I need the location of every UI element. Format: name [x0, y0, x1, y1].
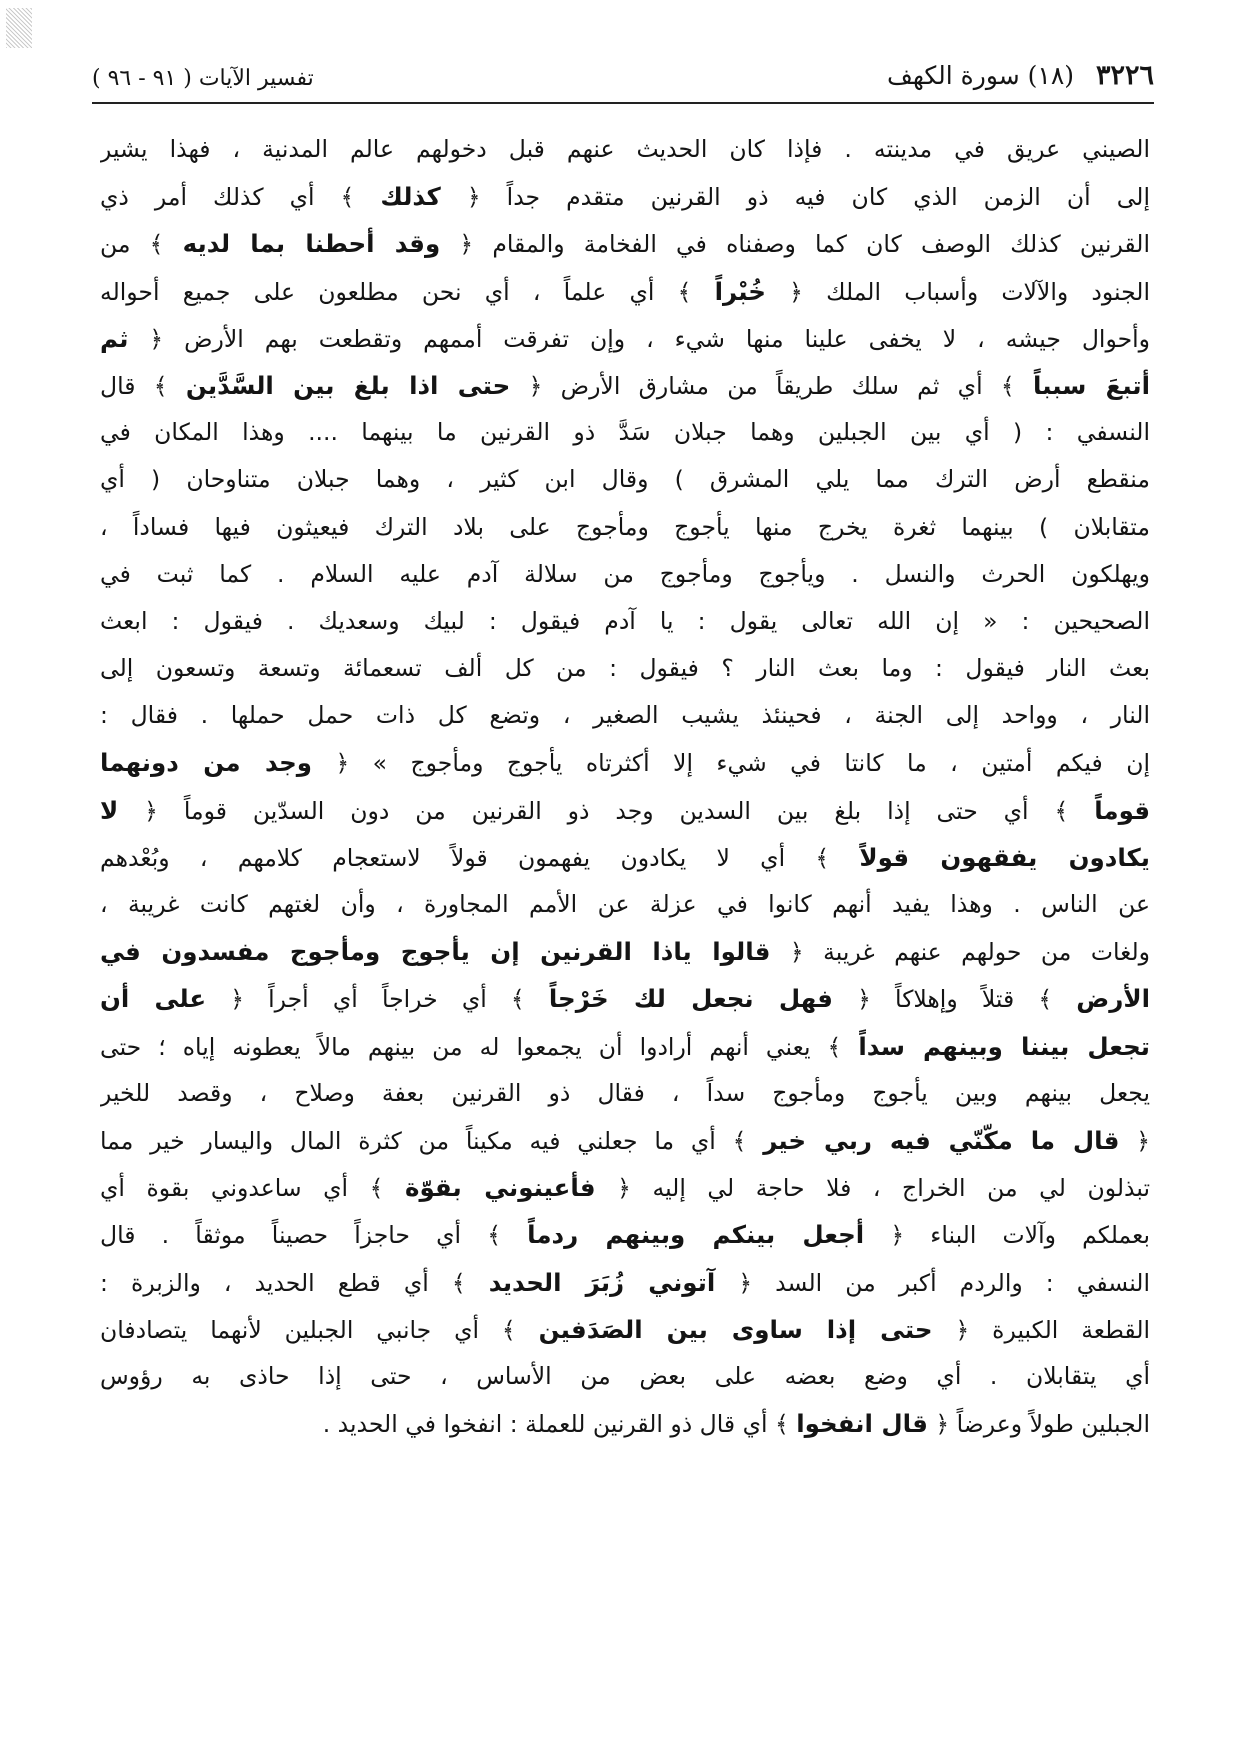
commentary-text: إلى أن الزمن الذي كان فيه ذو القرنين متقدم جداً ﴿	[440, 183, 1150, 212]
text-line	[100, 1117, 1150, 1164]
quran-verse-text: على أن	[100, 984, 207, 1014]
quran-verse-text: يكادون يفقهون قولاً	[859, 842, 1150, 872]
section-title: تفسير الآيات ( ٩١ - ٩٦ )	[92, 66, 314, 91]
header-page-info	[887, 60, 1154, 91]
quran-verse-text: تجعل بيننا وبينهم سداً	[858, 1031, 1150, 1061]
commentary-text: ﴾ أي علماً ، أي نحن مطلعون على جميع أحواله	[100, 277, 715, 306]
commentary-text: النار ، وواحد إلى الجنة ، فحينئذ يشيب الصغير ، وتضع كل ذات حمل حملها . فقال :	[100, 701, 1150, 730]
quran-verse-text: آتوني زُبَرَ الحديد	[488, 1267, 716, 1297]
text-line	[100, 362, 1150, 409]
commentary-text: ﴾ قال	[100, 371, 186, 400]
quran-verse-text: قوماً	[1094, 795, 1150, 825]
commentary-text: ﴾ أي قطع الحديد ، والزبرة :	[100, 1268, 489, 1297]
commentary-text: ﴾ أي ساعدوني بقوة أي	[100, 1174, 405, 1203]
quran-verse-text: ثم	[100, 323, 129, 353]
commentary-text: منقطع أرض الترك مما يلي المشرق ) وقال ابن كثير ، وهما جبلان متناوحان ( أي	[100, 465, 1150, 494]
quran-verse-text: فهل نجعل لك خَرْجاً	[548, 984, 833, 1014]
commentary-text: ﴾ أي حتى إذا بلغ بين السدين وجد ذو القرنين من دون السدّين قوماً ﴿	[118, 796, 1095, 825]
commentary-text: ﴾ أي حاجزاً حصيناً موثقاً . قال	[100, 1221, 528, 1250]
quran-verse-text: قال انفخوا	[796, 1409, 928, 1439]
text-line	[100, 456, 1150, 503]
text-line	[100, 126, 1150, 173]
text-line	[100, 834, 1150, 881]
text-line	[100, 928, 1150, 975]
commentary-text: ﴾ أي لا يكادون يفهمون قولاً لاستعجام كلامهم ، وبُعْدهم	[100, 843, 860, 872]
quran-verse-text: خُبْراً	[714, 276, 766, 306]
commentary-text: النسفي : والردم أكبر من السد ﴿	[715, 1268, 1150, 1297]
scan-edge-artifact	[6, 8, 32, 48]
commentary-text: ﴾ أي ثم سلك طريقاً من مشارق الأرض ﴿	[510, 371, 1033, 400]
header-divider	[92, 102, 1154, 104]
commentary-text: الصيني عريق في مدينته . فإذا كان الحديث عنهم قبل دخولهم عالم المدنية ، فهذا يشير	[100, 135, 1150, 163]
quran-verse-text: الأرض	[1076, 984, 1150, 1014]
text-line	[100, 504, 1150, 551]
quran-verse-text: فأعينوني بقوّة	[404, 1173, 596, 1203]
commentary-text: بعملكم وآلات البناء ﴿	[864, 1221, 1150, 1250]
commentary-text: متقابلان ) بينهما ثغرة يخرج منها يأجوج ومأجوج على بلاد الترك فيعيثون فيها فساداً ،	[100, 512, 1150, 541]
page-number: ٣٢٢٦	[1095, 60, 1154, 91]
text-line	[100, 598, 1150, 645]
commentary-text: ولغات من حولهم عنهم غريبة ﴿	[770, 938, 1150, 967]
commentary-text: بعث النار فيقول : وما بعث النار ؟ فيقول : من كل ألف تسعمائة وتسعة وتسعون إلى	[100, 654, 1150, 683]
commentary-text: ﴾ يعني أنهم أرادوا أن يجمعوا له من بينهم مالاً يعطونه إياه ؛ حتى	[100, 1032, 859, 1061]
quran-verse-text: أتبعَ سبباً	[1033, 370, 1150, 400]
commentary-text: النسفي : ( أي بين الجبلين وهما جبلان سَدَّ ذو القرنين ما بينهما .... وهذا المكان في	[100, 418, 1150, 447]
commentary-text: ويهلكون الحرث والنسل . ويأجوج ومأجوج من سلالة آدم عليه السلام . كما ثبت في	[100, 559, 1150, 588]
text-line	[100, 268, 1150, 315]
text-line	[100, 1259, 1150, 1306]
commentary-text: الجبلين طولاً وعرضاً ﴿	[927, 1410, 1150, 1439]
quran-verse-text: كذلك	[380, 182, 441, 212]
text-line	[100, 787, 1150, 834]
commentary-text: تبذلون لي من الخراج ، فلا حاجة لي إليه ﴿	[595, 1174, 1150, 1203]
text-line	[100, 1353, 1150, 1400]
text-line	[100, 1070, 1150, 1117]
quran-verse-text: حتى اذا بلغ بين السَّدَّين	[185, 370, 511, 400]
text-line	[100, 692, 1150, 739]
commentary-text: ﴾ أي كذلك أمر ذي	[100, 183, 381, 212]
commentary-text: القرنين كذلك الوصف كان كما وصفناه في الفخامة والمقام ﴿	[440, 230, 1150, 259]
tafsir-body-text	[100, 126, 1150, 1447]
commentary-text: أي يتقابلان . أي وضع بعضه على بعض من الأساس ، حتى إذا حاذى به رؤوس	[100, 1361, 1150, 1390]
commentary-text: الجنود والآلات وأسباب الملك ﴿	[765, 277, 1150, 306]
text-line	[100, 1211, 1150, 1258]
commentary-text: إن فيكم أمتين ، ما كانتا في شيء إلا أكثرتاه يأجوج ومأجوج » ﴿	[312, 749, 1150, 778]
text-line	[100, 975, 1150, 1022]
quran-verse-text: أجعل بينكم وبينهم ردماً	[527, 1220, 865, 1250]
text-line	[100, 645, 1150, 692]
commentary-text: القطعة الكبيرة ﴿	[932, 1315, 1150, 1344]
quran-verse-text: قالوا ياذا القرنين إن يأجوج ومأجوج مفسدون في	[100, 937, 771, 967]
commentary-text: الصحيحين : « إن الله تعالى يقول : يا آدم فيقول : لبيك وسعديك . فيقول : ابعث	[100, 606, 1150, 635]
text-line	[100, 173, 1150, 220]
text-line	[100, 551, 1150, 598]
text-line	[100, 315, 1150, 362]
commentary-text: يجعل بينهم وبين يأجوج ومأجوج سداً ، فقال ذو القرنين بعفة وصلاح ، وقصد للخير	[100, 1078, 1150, 1107]
commentary-text: ﴾ قتلاً وإهلاكاً ﴿	[832, 985, 1077, 1014]
commentary-text: ﴾ أي خراجاً أي أجراً ﴿	[206, 985, 549, 1014]
commentary-text: ﴿	[1119, 1126, 1150, 1155]
surah-title: (١٨) سورة الكهف	[886, 61, 1075, 90]
quran-verse-text: حتى إذا ساوى بين الصَدَفين	[538, 1314, 933, 1344]
text-line	[100, 220, 1150, 267]
commentary-text: وأحوال جيشه ، لا يخفى علينا منها شيء ، وإن تفرقت أممهم وتقطعت بهم الأرض ﴿	[128, 324, 1150, 353]
running-header	[92, 52, 1154, 102]
commentary-text: ﴾ أي قال ذو القرنين للعملة : انفخوا في الحديد .	[322, 1410, 797, 1439]
commentary-text: ﴾ أي ما جعلني فيه مكيناً من كثرة المال واليسار خير مما	[100, 1126, 764, 1155]
quran-verse-text: وجد من دونهما	[100, 748, 313, 778]
quran-verse-text: قال ما مكّنّي فيه ربي خير	[763, 1125, 1120, 1155]
text-line	[100, 1023, 1150, 1070]
text-line	[100, 1164, 1150, 1211]
commentary-text: ﴾ من	[100, 230, 183, 259]
quran-verse-text: وقد أحطنا بما لديه	[182, 229, 441, 259]
text-line	[100, 1400, 1150, 1447]
commentary-text: عن الناس . وهذا يفيد أنهم كانوا في عزلة عن الأمم المجاورة ، وأن لغتهم كانت غريبة ،	[100, 890, 1150, 918]
commentary-text: ﴾ أي جانبي الجبلين لأنهما يتصادفان	[100, 1315, 539, 1344]
text-line	[100, 1306, 1150, 1353]
text-line	[100, 739, 1150, 786]
text-line	[100, 881, 1150, 928]
quran-verse-text: لا	[100, 795, 119, 825]
text-line	[100, 409, 1150, 456]
